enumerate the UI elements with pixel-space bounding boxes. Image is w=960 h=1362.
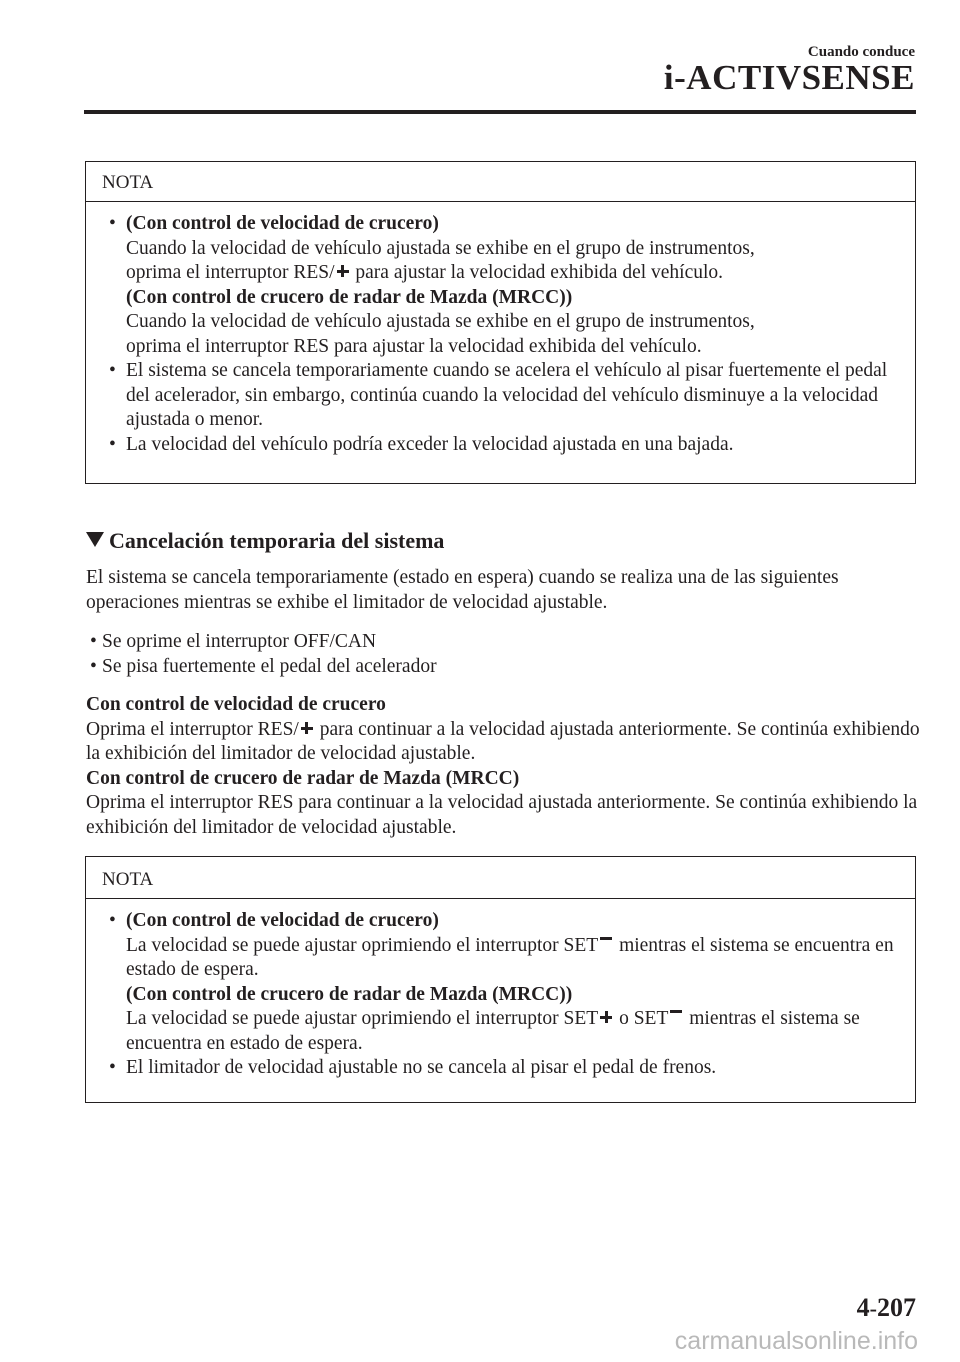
note-text: Cuando la velocidad de vehículo ajustada se exhibe en el grupo de instrumentos, [126,311,755,332]
note-box-1 [85,161,916,484]
note-text [126,261,895,286]
page-chapter: 4 [856,1293,870,1322]
text-part: Oprima el interruptor RES/ [86,718,299,740]
note-text: El sistema se cancela temporariamente cuando se acelera el vehículo al pisar fuertemente el pedal del acelerador, sin embargo, continúa cuando la velocidad del vehículo disminuye a la velocidad ajustada o menor. [126,360,888,430]
list-item [86,655,926,680]
triangle-icon [86,532,104,547]
minus-icon [600,934,612,946]
section-intro: El sistema se cancela temporariamente (estado en espera) cuando se realiza una de las siguientes operaciones mientras se exhibe el limitador de velocidad ajustable. [86,567,839,613]
plus-icon [337,265,349,277]
note-text: oprima el interruptor RES para ajustar la velocidad exhibida del vehículo. [126,335,702,357]
subsection-cruise [86,693,926,840]
text-part: o SET [614,1008,669,1029]
subsection-text [86,718,926,767]
page-value: 207 [877,1293,916,1322]
plus-icon [301,722,313,734]
list-item-text: Se oprime el interruptor OFF/CAN [102,631,377,652]
minus-icon [670,1007,682,1019]
note-subheading: (Con control de velocidad de crucero) [126,910,439,931]
bullet-icon: • [109,433,116,455]
note-item [86,433,915,458]
header-rule [84,110,916,114]
note-subheading: (Con control de crucero de radar de Mazda (MRCC)) [126,983,573,1005]
watermark: carmanualsonline.info [674,1327,918,1355]
subsection-title: Con control de crucero de radar de Mazda (MRCC) [86,767,520,789]
note-heading: NOTA [86,857,915,899]
list-item-text: Se pisa fuertemente el pedal del acelerador [102,655,437,677]
subsection-text: Oprima el interruptor RES para continuar a la velocidad ajustada anteriormente. Se continúa exhibiendo la exhibición del limitador de velocidad ajustable. [86,792,918,838]
text-part: para continuar a la velocidad ajustada anteriormente. Se continúa exhibiendo la exhibición del limitador de velocidad ajustable. [86,718,920,764]
subsection-title: Con control de velocidad de crucero [86,694,386,715]
text-part: La velocidad se puede ajustar oprimiendo el interruptor SET [126,1008,599,1029]
section-title-text: Cancelación temporaria del sistema [109,528,445,553]
note-text-part: oprima el interruptor RES/ [126,262,335,283]
note-item [86,359,915,433]
note-text-part: para ajustar la velocidad exhibida del vehículo. [350,262,724,283]
note-text [126,934,895,983]
bullet-icon: • [90,655,97,677]
note-box-2 [85,856,916,1103]
note-subheading: (Con control de crucero de radar de Mazda (MRCC)) [126,286,573,308]
note-subheading: (Con control de velocidad de crucero) [126,213,439,234]
note-text [126,1007,895,1056]
note-item [86,909,915,1056]
note-item [86,1056,915,1081]
list-item [86,630,926,655]
note-text: La velocidad del vehículo podría exceder la velocidad ajustada en una bajada. [126,433,734,455]
page-separator: - [869,1296,877,1321]
chapter-title: i-ACTIVSENSE [663,58,915,97]
chapter-subtitle: Cuando conduce [807,44,915,60]
page-number [857,1293,916,1323]
plus-icon [600,1011,612,1023]
bullet-icon: • [109,1057,116,1078]
text-part: mientras el sistema se encuentra en estado de espera. [126,934,894,980]
note-item [86,212,915,359]
note-text: El limitador de velocidad ajustable no se cancela al pisar el pedal de frenos. [126,1057,717,1078]
bullet-list [86,630,926,679]
bullet-icon: • [90,631,97,652]
text-part: mientras el sistema se encuentra en estado de espera. [126,1008,860,1054]
note-heading: NOTA [86,162,915,202]
section-title [86,528,444,554]
text-part: La velocidad se puede ajustar oprimiendo el interruptor SET [126,934,599,956]
note-text: Cuando la velocidad de vehículo ajustada se exhibe en el grupo de instrumentos, [126,237,755,259]
bullet-icon: • [109,213,116,234]
bullet-icon: • [109,910,116,931]
bullet-icon: • [109,360,116,381]
